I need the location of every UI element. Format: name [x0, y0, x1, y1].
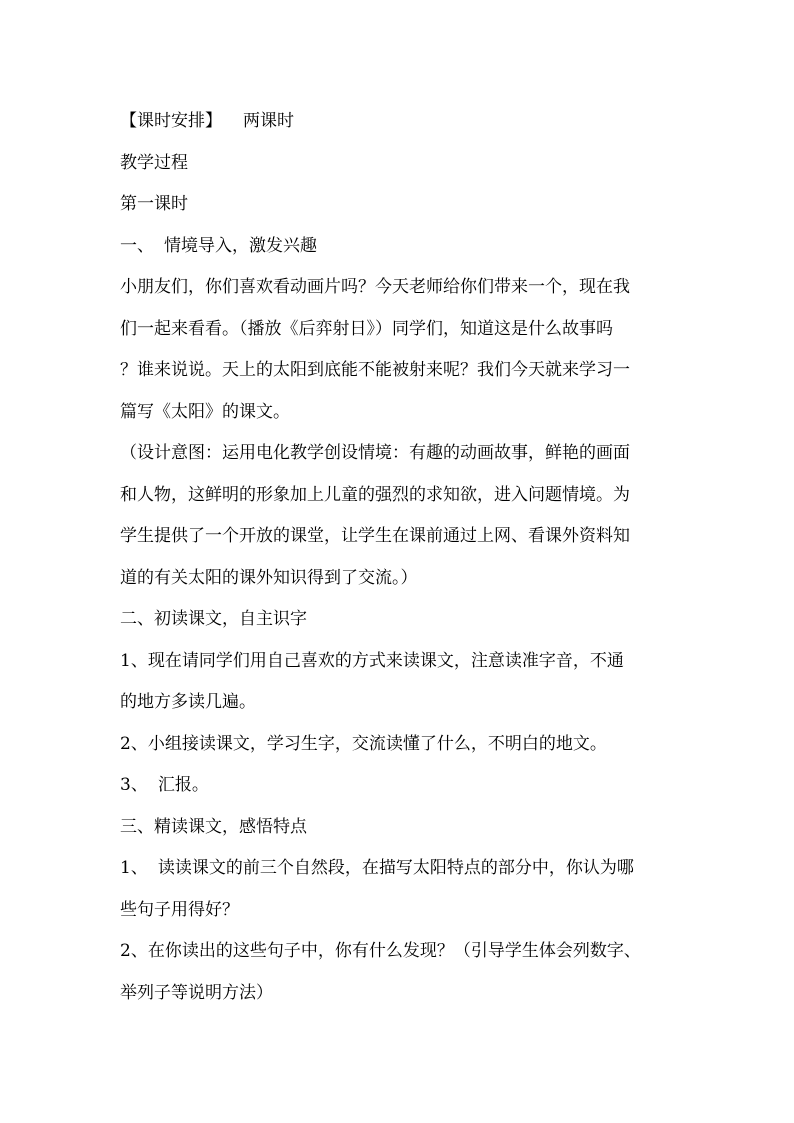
section-2-heading: 二、初读课文，自主识字 — [120, 609, 307, 629]
section-3-item-1-line: 些句子用得好？ — [120, 899, 239, 920]
intro-paragraph-line: 们一起来看看。（播放《后弈射日》）同学们，知道这是什么故事吗 — [120, 318, 613, 339]
intro-paragraph-line: 小朋友们，你们喜欢看动画片吗？今天老师给你们带来一个，现在我 — [120, 277, 630, 297]
section-3-item-1-text: 读读课文的前三个自然段，在描写太阳特点的部分中，你认为哪 — [157, 858, 634, 878]
section-3-item-1-number: 1、 — [120, 858, 148, 878]
section-2-item-1-line: 的地方多读几遍。 — [120, 692, 256, 712]
design-intent-line: 学生提供了一个开放的课堂，让学生在课前通过上网、看课外资料知 — [120, 526, 630, 546]
section-2-item-3 — [120, 765, 685, 807]
intro-paragraph-line: ？谁来说说。天上的太阳到底能不能被射来呢？我们今天就来学习一 — [120, 360, 630, 380]
design-intent-line: 道的有关太阳的课外知识得到了交流。） — [120, 567, 418, 588]
process-heading: 教学过程 — [120, 152, 188, 173]
schedule-value: 两课时 — [243, 111, 294, 131]
document-body — [120, 101, 685, 1014]
section-1-number: 一、 — [120, 235, 154, 256]
section-1-heading — [120, 226, 685, 268]
section-3-item-2-line: 举列子等说明方法） — [120, 982, 273, 1003]
section-2-item-2: 2、小组接读课文，学习生字，交流读懂了什么，不明白的地文。 — [120, 733, 607, 754]
section-3-heading: 三、精读课文，感悟特点 — [120, 816, 307, 837]
section-2-item-3-number: 3、 — [120, 775, 148, 795]
lesson-heading: 第一课时 — [120, 194, 188, 214]
section-3-item-1-line — [120, 848, 685, 890]
schedule-line — [120, 101, 685, 143]
design-intent-line: （设计意图：运用电化教学创设情境：有趣的动画故事，鲜艳的画面 — [120, 443, 630, 463]
section-2-item-1-line: 1、现在请同学们用自己喜欢的方式来读课文，注意读准字音，不通 — [120, 650, 624, 671]
section-2-item-3-text: 汇报。 — [157, 775, 209, 795]
section-1-title: 情境导入，激发兴趣 — [164, 235, 317, 256]
schedule-label: 【课时安排】 — [120, 111, 222, 131]
section-3-item-2-line: 2、在你读出的这些句子中，你有什么发现？（引导学生体会列数字、 — [120, 941, 641, 961]
design-intent-line: 和人物，这鲜明的形象加上儿童的强烈的求知欲，进入问题情境。为 — [120, 484, 630, 505]
intro-paragraph-line: 篇写《太阳》的课文。 — [120, 401, 290, 422]
